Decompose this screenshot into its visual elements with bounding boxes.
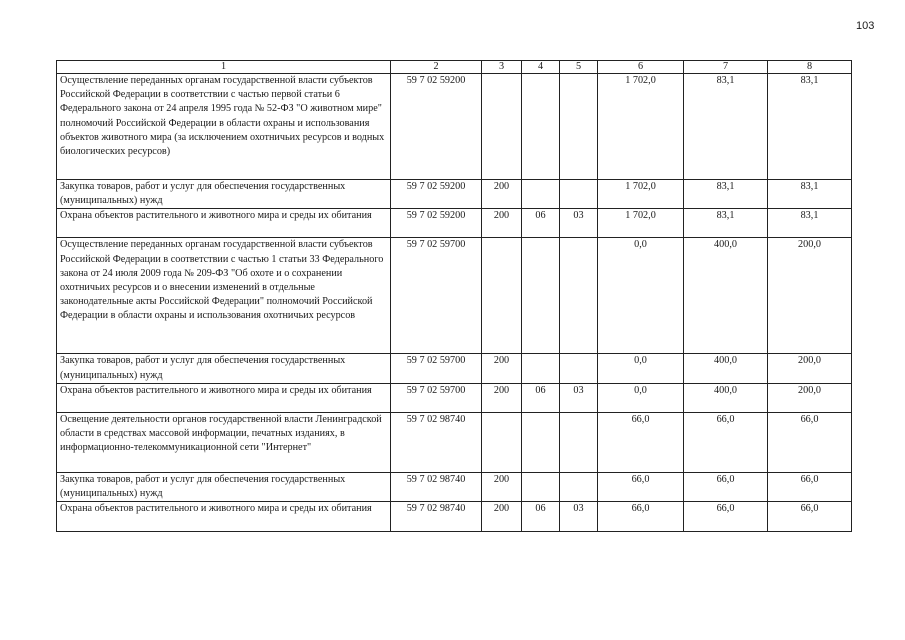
row-amount-6: 0,0 <box>598 383 684 412</box>
row-amount-8: 200,0 <box>768 238 852 354</box>
row-description: Осуществление переданных органам государственной власти субъектов Российской Федерации в соответствии с частью 1 статьи 33 Федерального закона от 24 июля 2009 года № 209-ФЗ "Об охоте и о сохранении охотничьих ресурсов и о внесении изменений в отдельные законодательные акты Российской Федерации" полномочий Российской Федерации в области охраны и использования охотничьих ресурсов <box>57 238 391 354</box>
row-vr: 200 <box>482 209 522 238</box>
row-vr: 200 <box>482 472 522 501</box>
row-amount-7: 66,0 <box>684 502 768 532</box>
row-section <box>522 238 560 354</box>
table-row <box>57 74 852 180</box>
row-amount-7: 400,0 <box>684 383 768 412</box>
row-code: 59 7 02 59200 <box>391 74 482 180</box>
col-header-3: 3 <box>482 61 522 74</box>
row-amount-6: 0,0 <box>598 238 684 354</box>
row-amount-7: 66,0 <box>684 412 768 472</box>
row-amount-8: 83,1 <box>768 180 852 209</box>
row-amount-6: 66,0 <box>598 502 684 532</box>
row-description: Закупка товаров, работ и услуг для обеспечения государственных (муниципальных) нужд <box>57 472 391 501</box>
row-description: Освещение деятельности органов государственной власти Ленинградской области в средствах массовой информации, печатных изданиях, в информационно-телекоммуникационной сети "Интернет" <box>57 412 391 472</box>
row-section <box>522 412 560 472</box>
col-header-1: 1 <box>57 61 391 74</box>
row-amount-7: 83,1 <box>684 209 768 238</box>
row-subsection <box>560 472 598 501</box>
col-header-4: 4 <box>522 61 560 74</box>
row-amount-6: 66,0 <box>598 412 684 472</box>
row-section <box>522 354 560 383</box>
row-description: Закупка товаров, работ и услуг для обеспечения государственных (муниципальных) нужд <box>57 180 391 209</box>
row-section <box>522 472 560 501</box>
row-vr <box>482 238 522 354</box>
table-row <box>57 472 852 501</box>
row-amount-7: 400,0 <box>684 354 768 383</box>
row-subsection <box>560 74 598 180</box>
row-section <box>522 74 560 180</box>
row-section: 06 <box>522 383 560 412</box>
row-amount-8: 83,1 <box>768 74 852 180</box>
row-description: Охрана объектов растительного и животного мира и среды их обитания <box>57 502 391 532</box>
row-code: 59 7 02 59700 <box>391 238 482 354</box>
row-vr <box>482 74 522 180</box>
header-row <box>57 61 852 74</box>
row-amount-8: 66,0 <box>768 412 852 472</box>
row-description: Закупка товаров, работ и услуг для обеспечения государственных (муниципальных) нужд <box>57 354 391 383</box>
row-code: 59 7 02 98740 <box>391 412 482 472</box>
col-header-5: 5 <box>560 61 598 74</box>
table-row <box>57 180 852 209</box>
row-code: 59 7 02 98740 <box>391 502 482 532</box>
row-vr: 200 <box>482 180 522 209</box>
row-code: 59 7 02 59200 <box>391 209 482 238</box>
col-header-2: 2 <box>391 61 482 74</box>
row-code: 59 7 02 98740 <box>391 472 482 501</box>
col-header-6: 6 <box>598 61 684 74</box>
row-vr: 200 <box>482 354 522 383</box>
table-row <box>57 354 852 383</box>
col-header-8: 8 <box>768 61 852 74</box>
row-code: 59 7 02 59700 <box>391 354 482 383</box>
row-subsection <box>560 180 598 209</box>
row-amount-8: 83,1 <box>768 209 852 238</box>
row-section: 06 <box>522 502 560 532</box>
row-subsection: 03 <box>560 502 598 532</box>
table-row <box>57 412 852 472</box>
row-amount-8: 200,0 <box>768 383 852 412</box>
page-number: 103 <box>856 20 875 32</box>
row-subsection: 03 <box>560 209 598 238</box>
col-header-7: 7 <box>684 61 768 74</box>
table-row <box>57 502 852 532</box>
table-row <box>57 238 852 354</box>
row-amount-6: 0,0 <box>598 354 684 383</box>
row-amount-7: 400,0 <box>684 238 768 354</box>
row-code: 59 7 02 59200 <box>391 180 482 209</box>
row-amount-8: 66,0 <box>768 472 852 501</box>
row-subsection <box>560 354 598 383</box>
row-amount-7: 83,1 <box>684 74 768 180</box>
row-subsection <box>560 412 598 472</box>
row-amount-6: 1 702,0 <box>598 180 684 209</box>
row-vr <box>482 412 522 472</box>
row-vr: 200 <box>482 502 522 532</box>
table-row <box>57 209 852 238</box>
budget-table <box>56 60 852 532</box>
row-amount-8: 66,0 <box>768 502 852 532</box>
row-subsection: 03 <box>560 383 598 412</box>
row-amount-8: 200,0 <box>768 354 852 383</box>
row-amount-6: 66,0 <box>598 472 684 501</box>
row-code: 59 7 02 59700 <box>391 383 482 412</box>
table-row <box>57 383 852 412</box>
row-amount-7: 83,1 <box>684 180 768 209</box>
row-vr: 200 <box>482 383 522 412</box>
row-amount-7: 66,0 <box>684 472 768 501</box>
row-description: Охрана объектов растительного и животного мира и среды их обитания <box>57 209 391 238</box>
row-section: 06 <box>522 209 560 238</box>
row-section <box>522 180 560 209</box>
row-subsection <box>560 238 598 354</box>
row-description: Охрана объектов растительного и животного мира и среды их обитания <box>57 383 391 412</box>
row-amount-6: 1 702,0 <box>598 74 684 180</box>
row-amount-6: 1 702,0 <box>598 209 684 238</box>
row-description: Осуществление переданных органам государственной власти субъектов Российской Федерации в соответствии с частью первой статьи 6 Федерального закона от 24 апреля 1995 года № 52-ФЗ "О животном мире" полномочий Российской Федерации в области охраны и использования объектов животного мира (за исключением охотничьих ресурсов и водных биологических ресурсов) <box>57 74 391 180</box>
